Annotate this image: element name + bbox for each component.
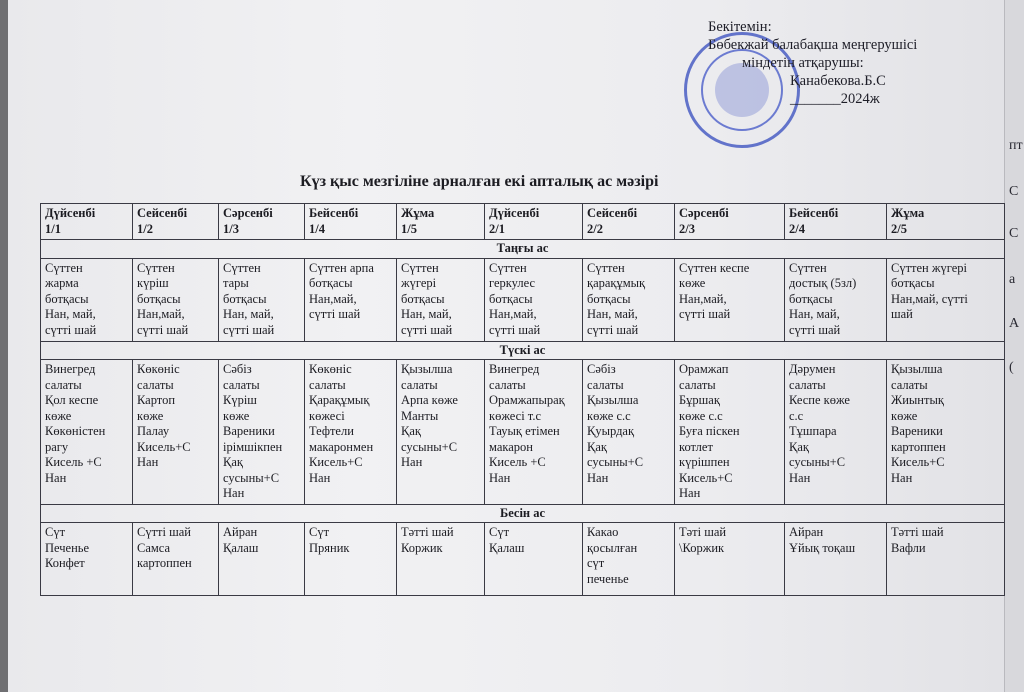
day-header: Сейсенбі 2/2 — [583, 204, 675, 240]
section-row-lunch — [41, 341, 1005, 360]
approval-line: Бекітемін: — [708, 19, 772, 35]
approval-line: міндетін атқарушы: — [742, 55, 864, 71]
meal-cell: Сүттен жарма ботқасы Нан, май, сүтті шай — [41, 258, 133, 341]
meal-cell: Сүттен қарақұмық ботқасы Нан, май, сүтті шай — [583, 258, 675, 341]
meal-cell: Көкөніс салаты Қарақұмық көжесі Тефтели макаронмен Кисель+С Нан — [305, 360, 397, 505]
meal-cell: Орамжап салаты Бұршақ көже с.с Буға піскен котлет күрішпен Кисель+С Нан — [675, 360, 785, 505]
meal-cell: Сүттен тары ботқасы Нан, май, сүтті шай — [219, 258, 305, 341]
document-title: Күз қыс мезгіліне арналған екі апталық ас мәзірі — [300, 173, 659, 190]
meal-cell: Қызылша салаты Арпа көже Манты Қақ сусыны+С Нан — [397, 360, 485, 505]
meal-cell: Көкөніс салаты Картоп көже Палау Кисель+С Нан — [133, 360, 219, 505]
section-title-breakfast: Таңғы ас — [41, 240, 1005, 259]
lunch-row — [41, 360, 1005, 505]
day-header: Дүйсенбі 1/1 — [41, 204, 133, 240]
approval-line: Бөбекжай балабақша меңгерушісі — [708, 37, 918, 53]
day-header: Жұма 2/5 — [887, 204, 1005, 240]
meal-cell: Сүт Печенье Конфет — [41, 523, 133, 596]
meal-cell: Сүтті шай Самса картоппен — [133, 523, 219, 596]
meal-cell: Тәті шай \Коржик — [675, 523, 785, 596]
meal-cell: Винегред салаты Орамжапырақ көжесі т.с Тауық етімен макарон Кисель +С Нан — [485, 360, 583, 505]
approval-block — [708, 18, 968, 108]
meal-cell: Сүттен жүгері ботқасы Нан,май, сүтті шай — [887, 258, 1005, 341]
meal-cell: Сүттен жүгері ботқасы Нан, май, сүтті шай — [397, 258, 485, 341]
snack-row — [41, 523, 1005, 596]
meal-cell: Сүттен достық (5зл) ботқасы Нан, май, сүтті шай — [785, 258, 887, 341]
day-header: Сәрсенбі 1/3 — [219, 204, 305, 240]
section-row-snack — [41, 504, 1005, 523]
breakfast-row — [41, 258, 1005, 341]
meal-cell: Сүттен геркулес ботқасы Нан,май, сүтті шай — [485, 258, 583, 341]
meal-cell: Сүттен күріш ботқасы Нан,май, сүтті шай — [133, 258, 219, 341]
section-title-snack: Бесін ас — [41, 504, 1005, 523]
day-header: Сейсенбі 1/2 — [133, 204, 219, 240]
adjacent-page-edge — [1004, 0, 1024, 692]
day-header: Сәрсенбі 2/3 — [675, 204, 785, 240]
edge-char: пт — [1009, 138, 1023, 153]
edge-char: а — [1009, 272, 1016, 287]
edge-char: А — [1009, 316, 1020, 331]
day-header: Жұма 1/5 — [397, 204, 485, 240]
meal-cell: Тәтті шай Вафли — [887, 523, 1005, 596]
meal-cell: Сәбіз салаты Қызылша көже с.с Қуырдақ Қақ сусыны+С Нан — [583, 360, 675, 505]
approval-signatory: Қанабекова.Б.С — [790, 73, 886, 89]
meal-cell: Қызылша салаты Жиынтық көже Вареники картоппен Кисель+С Нан — [887, 360, 1005, 505]
menu-table — [40, 203, 1005, 596]
meal-cell: Сүттен кеспе көже Нан,май, сүтті шай — [675, 258, 785, 341]
meal-cell: Айран Ұйық тоқаш — [785, 523, 887, 596]
meal-cell: Какао қосылған сүт печенье — [583, 523, 675, 596]
meal-cell: Сүт Қалаш — [485, 523, 583, 596]
section-title-lunch: Түскі ас — [41, 341, 1005, 360]
approval-date: _______2024ж — [790, 91, 880, 107]
section-row-breakfast — [41, 240, 1005, 259]
edge-char: ( — [1009, 360, 1014, 375]
meal-cell: Дәрумен салаты Кеспе көже с.с Тұшпара Қақ сусыны+С Нан — [785, 360, 887, 505]
meal-cell: Айран Қалаш — [219, 523, 305, 596]
day-header: Бейсенбі 1/4 — [305, 204, 397, 240]
day-header: Бейсенбі 2/4 — [785, 204, 887, 240]
day-header: Дүйсенбі 2/1 — [485, 204, 583, 240]
edge-char: С — [1009, 226, 1019, 241]
meal-cell: Сүт Пряник — [305, 523, 397, 596]
meal-cell: Винегред салаты Қол кеспе көже Көкөністен рагу Кисель +С Нан — [41, 360, 133, 505]
meal-cell: Сәбіз салаты Күріш көже Вареники ірімшікпен Қақ сусыны+С Нан — [219, 360, 305, 505]
header-row — [41, 204, 1005, 240]
edge-char: С — [1009, 184, 1019, 199]
meal-cell: Сүттен арпа ботқасы Нан,май, сүтті шай — [305, 258, 397, 341]
meal-cell: Тәтті шай Коржик — [397, 523, 485, 596]
